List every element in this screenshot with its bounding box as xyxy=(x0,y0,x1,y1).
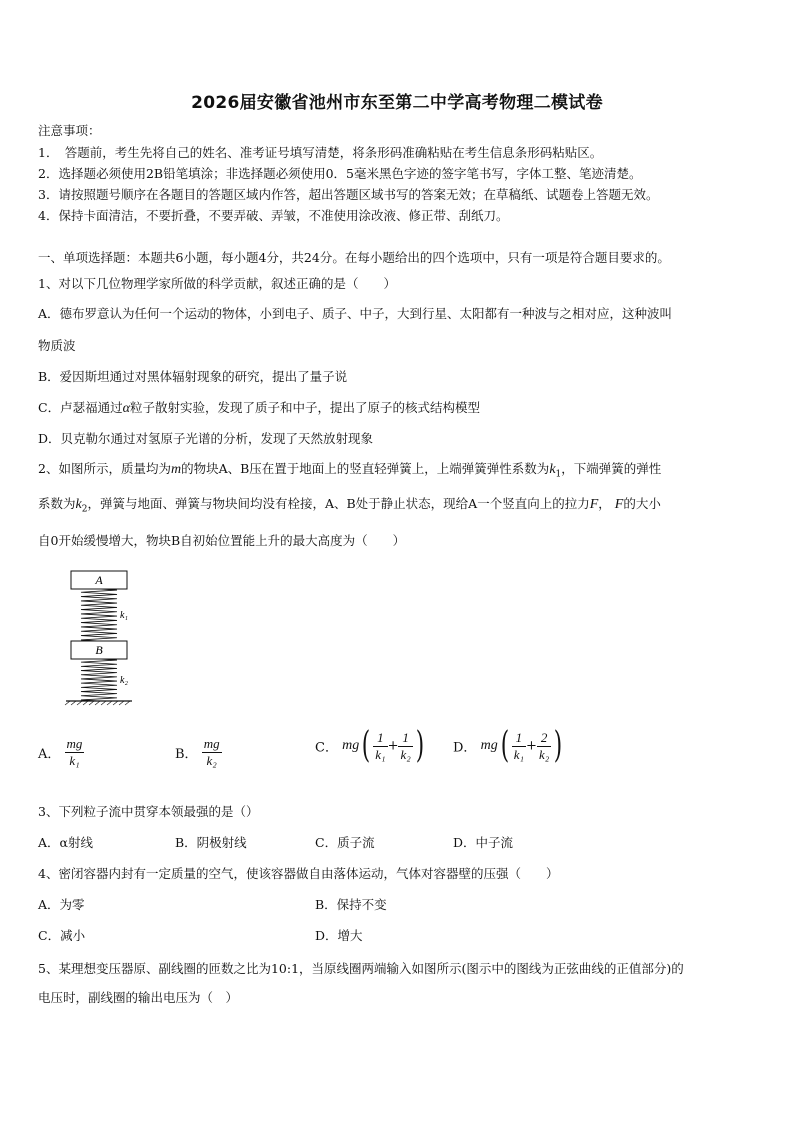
spring-blocks-figure xyxy=(64,566,154,706)
q4-option-b: B．保持不变 xyxy=(315,897,387,912)
block-a-label: A xyxy=(95,573,103,587)
spring-k1-label: k₁ xyxy=(120,610,128,621)
notice-item: 3．请按照题号顺序在各题目的答题区域内作答，超出答题区域书写的答案无效；在草稿纸、试题卷上答题无效。 xyxy=(38,187,659,202)
q4-option-a: A．为零 xyxy=(38,897,85,912)
section-heading: 一、单项选择题：本题共6小题，每小题4分，共24分。在每小题给出的四个选项中，只有一项是符合题目要求的。 xyxy=(38,250,670,265)
q3-stem: 3、下列粒子流中贯穿本领最强的是（） xyxy=(38,804,259,819)
q1-option-c: C．卢瑟福通过α粒子散射实验，发现了质子和中子，提出了原子的核式结构模型 xyxy=(38,400,480,416)
q3-option-d: D．中子流 xyxy=(453,835,514,850)
q2-stem-line2: 系数为$k_2$，弹簧与地面、弹簧与物块间均没有栓接，A、B处于静止状态，现给A一个竖直向上的拉力F， F的大小 xyxy=(38,496,661,515)
q2-option-a: A． $\frac{mg}{\text{k₁}}$ xyxy=(38,736,83,768)
q1-option-d: D．贝克勒尔通过对氢原子光谱的分析，发现了天然放射现象 xyxy=(38,431,374,446)
q4-option-c: C．减小 xyxy=(38,928,86,943)
q2-option-d: D． mg( $\frac{1}{\text{k₁}}$ + $\frac{2}{\text{k₂}}$ ) xyxy=(453,725,563,766)
q3-option-b: B．阴极射线 xyxy=(175,835,247,850)
notice-heading: 注意事项： xyxy=(38,123,101,138)
q4-option-d: D．增大 xyxy=(315,928,363,943)
notice-item: 2．选择题必须使用2B铅笔填涂；非选择题必须使用0．5毫米黑色字迹的签字笔书写，字体工整、笔迹清楚。 xyxy=(38,166,642,181)
q1-stem: 1、对以下几位物理学家所做的科学贡献，叙述正确的是（ ） xyxy=(38,276,396,291)
q2-stem-line1: 2、如图所示，质量均为m的物块A、B压在置于地面上的竖直轻弹簧上，上端弹簧弹性系数为$k_1$，下端弹簧的弹性 xyxy=(38,461,662,480)
q5-stem-line1: 5、某理想变压器原、副线圈的匝数之比为10:1，当原线圈两端输入如图所示(图示中的图线为正弦曲线的正值部分)的 xyxy=(38,961,684,976)
notice-item: 4．保持卡面清洁，不要折叠，不要弄破、弄皱，不准使用涂改液、修正带、刮纸刀。 xyxy=(38,208,509,223)
q2-option-c: C． mg( $\frac{1}{\text{k₁}}$ + $\frac{1}{\text{k₂}}$ ) xyxy=(315,725,425,766)
q4-stem: 4、密闭容器内封有一定质量的空气，使该容器做自由落体运动，气体对容器壁的压强（ ） xyxy=(38,866,559,881)
q3-option-c: C．质子流 xyxy=(315,835,375,850)
q1-option-b: B．爱因斯坦通过对黑体辐射现象的研究，提出了量子说 xyxy=(38,369,348,384)
q1-option-a-cont: 物质波 xyxy=(38,338,76,353)
q2-stem-line3: 自0开始缓慢增大，物块B自初始位置能上升的最大高度为（ ） xyxy=(38,533,406,548)
page-title: 2026届安徽省池州市东至第二中学高考物理二模试卷 xyxy=(191,93,603,113)
q2-option-b: B． $\frac{mg}{\text{k₂}}$ xyxy=(175,736,220,768)
notice-item: 1． 答题前，考生先将自己的姓名、准考证号填写清楚，将条形码准确粘贴在考生信息条形码粘贴区。 xyxy=(38,145,603,160)
q5-stem-line2: 电压时，副线圈的输出电压为（ ） xyxy=(38,990,239,1005)
q3-option-a: A．α射线 xyxy=(38,835,93,850)
block-b-label: B xyxy=(95,643,103,657)
q1-option-a: A．德布罗意认为任何一个运动的物体，小到电子、质子、中子，大到行星、太阳都有一种波与之相对应，这种波叫 xyxy=(38,306,673,321)
spring-k2-label: k₂ xyxy=(120,675,128,686)
